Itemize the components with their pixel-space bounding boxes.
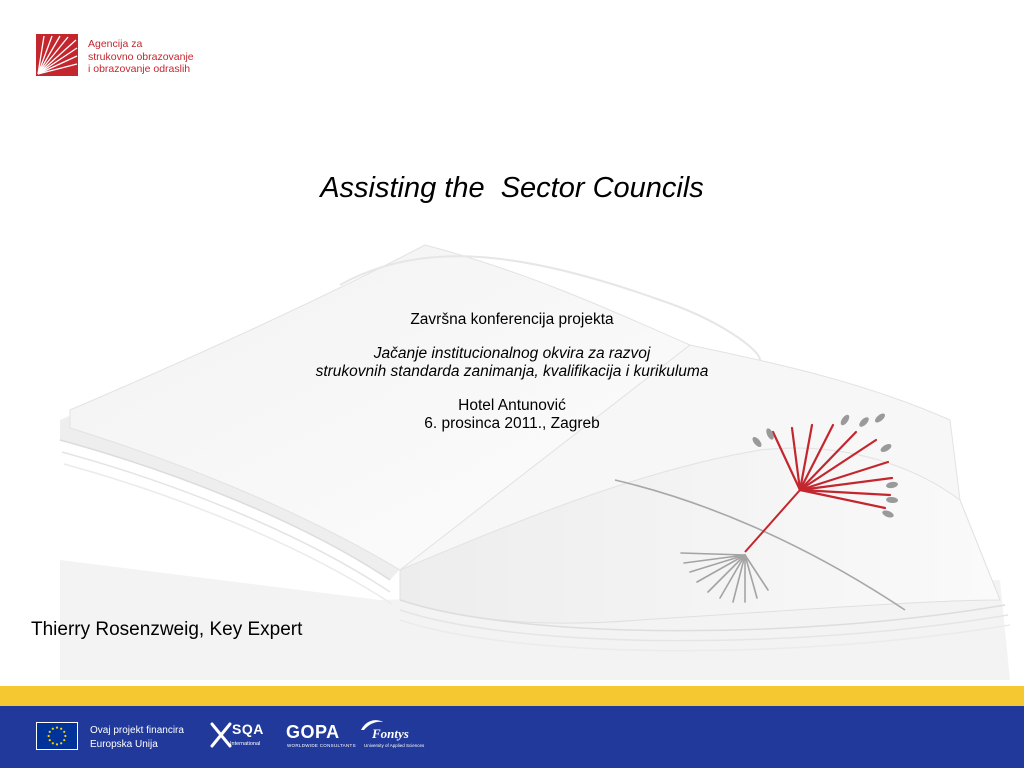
venue: Hotel Antunović [458,397,566,414]
slide-title: Assisting the Sector Councils [320,172,704,204]
event-date: 6. prosinca 2011., Zagreb [424,415,600,432]
fontys-subtitle: University of Applied Sciences [364,743,425,748]
conference-info [0,311,1024,433]
gopa-subtitle: WORLDWIDE CONSULTANTS [287,743,356,748]
sqa-logo [210,718,272,752]
project-title-line: Jačanje institucionalnog okvira za razvoj [373,345,651,362]
eu-funding-line: Ovaj projekt financira [90,725,184,736]
gopa-logo [286,722,356,752]
agency-sunburst-icon [36,34,78,76]
sqa-name: SQA [232,721,264,737]
conference-name: Završna konferencija projekta [410,311,614,328]
agency-name-line: Agencija za [88,38,143,50]
eu-funding-note [90,724,184,752]
project-title-line: strukovnih standarda zanimanja, kvalifikacija i kurikuluma [315,363,709,380]
eu-funding-line: Europska Unija [90,739,158,750]
presenter-name: Thierry Rosenzweig, Key Expert [31,619,303,640]
agency-name-line: i obrazovanje odraslih [88,63,191,75]
agency-name [88,38,228,76]
fontys-name: Fontys [372,726,409,741]
footer-yellow-band [0,686,1024,706]
agency-name-line: strukovno obrazovanje [88,50,194,63]
sqa-cross-icon [210,720,232,750]
fontys-logo [360,716,440,752]
sqa-subtitle: International [230,741,261,747]
gopa-name: GOPA [286,722,340,742]
agency-logo [36,34,206,84]
eu-flag-icon [36,722,78,750]
